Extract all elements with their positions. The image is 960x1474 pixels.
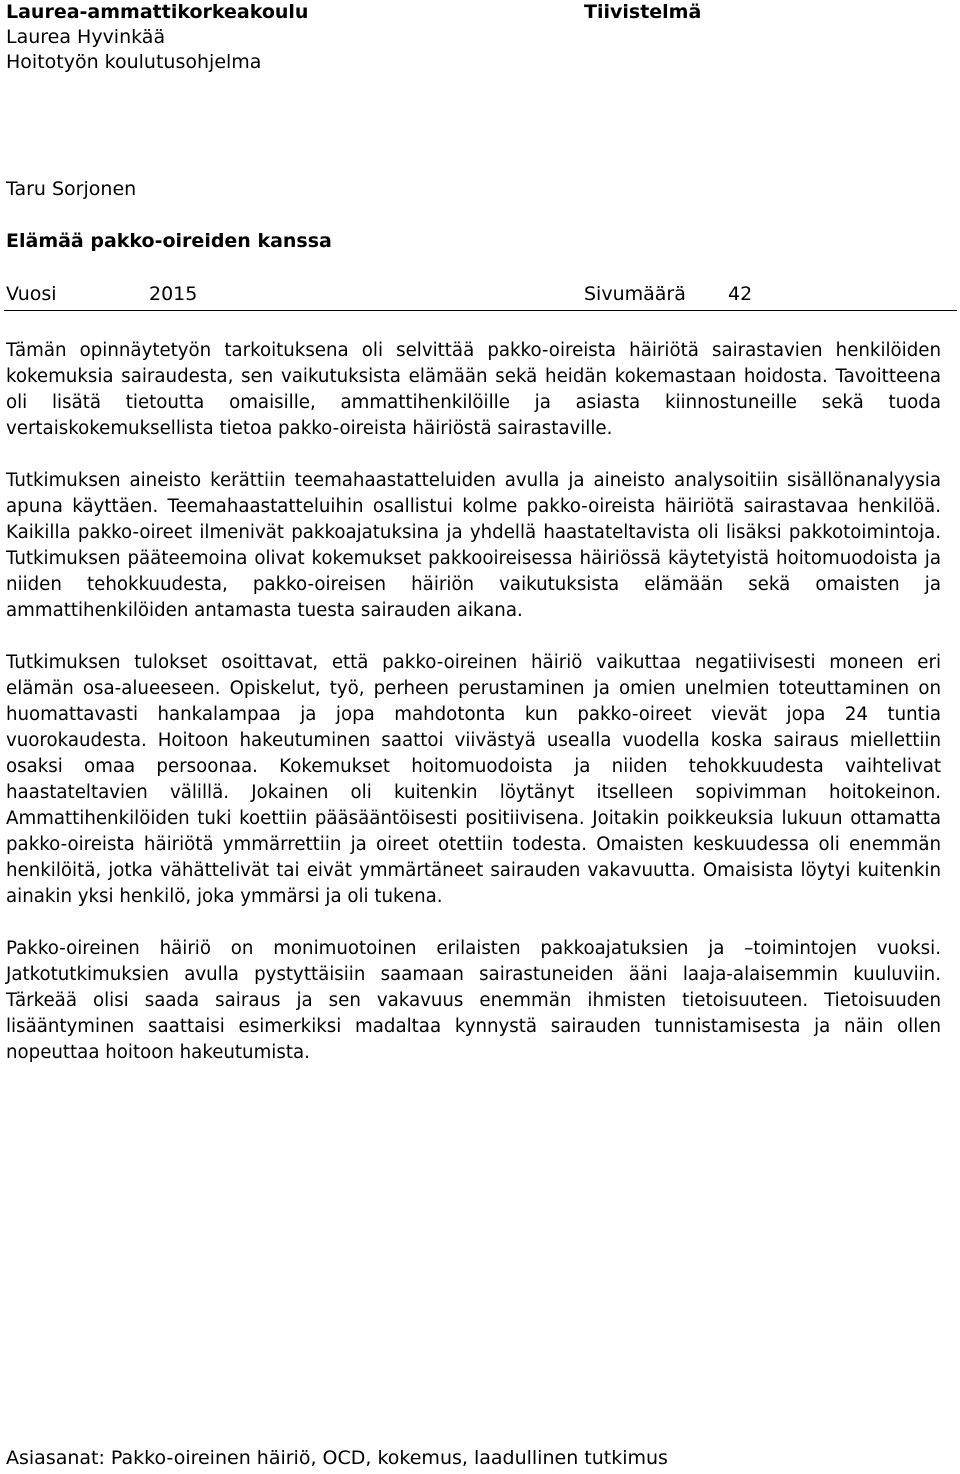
abstract-paragraph-4: Pakko-oireinen häiriö on monimuotoinen erilaisten pakkoajatuksien ja –toimintojen vuoksi. Jatkotutkimuksien avulla pystyttäisiin saamaan sairastuneiden ääni laaja-alaisemmin kuuluviin. Tärkeää olisi saada sairaus ja sen vakavuus enemmän ihmisten tietoisuuteen. Tietoisuuden lisääntyminen saattaisi esimerkiksi madaltaa kynnystä sairauden tunnistamisesta ja näin ollen nopeuttaa hoitoon hakeutumista. <box>6 938 941 1063</box>
abstract-paragraph-2: Tutkimuksen aineisto kerättiin teemahaastatteluiden avulla ja aineisto analysoitiin sisällönanalyysia apuna käyttäen. Teemahaastatteluihin osallistui kolme pakko-oireista häiriötä sairastavaa henkilöä. Kaikilla pakko-oireet ilmenivät pakkoajatuksina ja yhdellä haastateltavista oli lisäksi pakkotoimintoja. Tutkimuksen pääteemoina olivat kokemukset pakkooireisessa häiriössä käytetyistä hoitomuodoista ja niiden tehokkuudesta, pakko-oireisen häiriön vaikutuksista elämään sekä omaisten ja ammattihenkilöiden antamasta tuesta sairauden aikana. <box>6 470 941 621</box>
document-header <box>6 0 956 75</box>
thesis-title: Elämää pakko-oireiden kanssa <box>6 230 332 252</box>
programme-name: Hoitotyön koulutusohjelma <box>6 51 262 73</box>
horizontal-rule <box>4 310 957 311</box>
campus-name: Laurea Hyvinkää <box>6 26 166 48</box>
year-label: Vuosi <box>6 283 57 305</box>
abstract-paragraph-1: Tämän opinnäytetyön tarkoituksena oli selvittää pakko-oireista häiriötä sairastavien henkilöiden kokemuksia sairaudesta, sen vaikutuksista elämään sekä heidän kokemastaan hoidosta. Tavoitteena oli lisätä tietoutta omaisille, ammattihenkilöille ja asiasta kiinnostuneille sekä tuoda vertaiskokemuksellista tietoa pakko-oireista häiriöstä sairastaville. <box>6 340 941 439</box>
keywords: Asiasanat: Pakko-oireinen häiriö, OCD, kokemus, laadullinen tutkimus <box>6 1447 668 1469</box>
pages-value: 42 <box>728 283 753 305</box>
abstract-body <box>6 338 941 1092</box>
author-name: Taru Sorjonen <box>6 178 137 200</box>
pages-label: Sivumäärä <box>584 283 686 305</box>
abstract-paragraph-3: Tutkimuksen tulokset osoittavat, että pakko-oireinen häiriö vaikuttaa negatiivisesti moneen eri elämän osa-alueeseen. Opiskelut, työ, perheen perustaminen ja omien unelmien toteuttaminen on huomattavasti hankalampaa ja jopa mahdotonta kun pakko-oireet vievät jopa 24 tuntia vuorokaudesta. Hoitoon hakeutuminen saattoi viivästyä usealla vuodella koska sairaus miellettiin osaksi omaa persoonaa. Kokemukset hoitomuodoista ja niiden tehokkuudesta vaihtelivat haastateltavien välillä. Jokainen oli kuitenkin löytänyt itselleen sopivimman hoitokeinon. Ammattihenkilöiden tuki koettiin pääsääntöisesti positiivisena. Joitakin poikkeuksia lukuun ottamatta pakko-oireista häiriötä ymmärrettiin ja oireet otettiin todesta. Omaisten keskuudessa oli enemmän henkilöitä, jotka vähättelivät tai eivät ymmärtäneet sairauden vakavuutta. Omaisista löytyi kuitenkin ainakin yksi henkilö, joka ymmärsi ja oli tukena. <box>6 652 941 907</box>
year-value: 2015 <box>149 283 198 305</box>
document-type: Tiivistelmä <box>584 1 702 23</box>
school-name: Laurea-ammattikorkeakoulu <box>6 1 309 23</box>
